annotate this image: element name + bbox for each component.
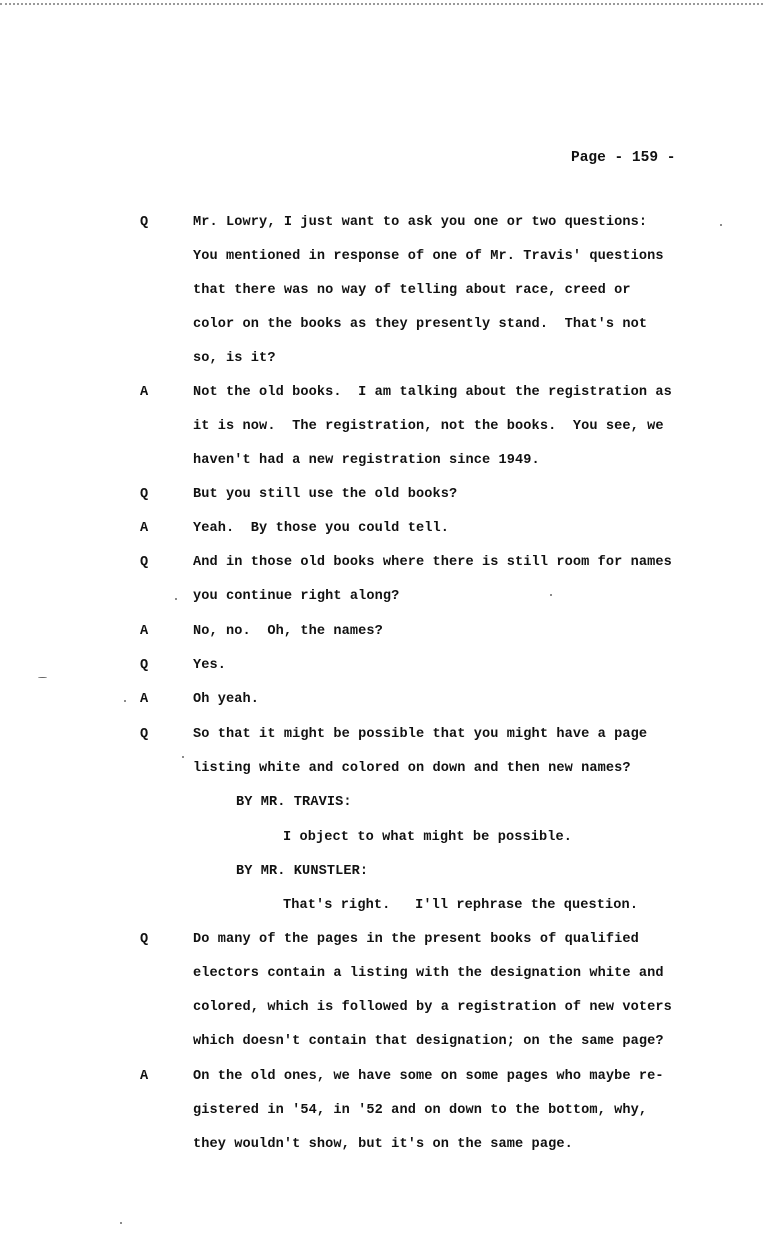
testimony-line: Mr. Lowry, I just want to ask you one or two questions: <box>193 215 648 230</box>
testimony-line: you continue right along? <box>193 589 400 604</box>
testimony-line: No, no. Oh, the names? <box>193 624 383 639</box>
question-marker: Q <box>140 727 149 742</box>
answer-marker: A <box>140 624 149 639</box>
testimony-line: that there was no way of telling about race, creed or <box>193 283 631 298</box>
testimony-line: colored, which is followed by a registration of new voters <box>193 1000 672 1015</box>
testimony-line: color on the books as they presently stand. That's not <box>193 317 648 332</box>
scan-speck <box>175 598 177 600</box>
scan-speck <box>124 700 126 702</box>
testimony-line: So that it might be possible that you might have a page <box>193 727 648 742</box>
testimony-line: so, is it? <box>193 351 276 366</box>
testimony-line: Do many of the pages in the present books of qualified <box>193 932 639 947</box>
speaker-heading: BY MR. KUNSTLER: <box>236 864 369 879</box>
question-marker: Q <box>140 555 149 570</box>
testimony-line: it is now. The registration, not the books. You see, we <box>193 419 664 434</box>
answer-marker: A <box>140 385 149 400</box>
top-edge-dotted-rule <box>0 3 763 5</box>
testimony-line: And in those old books where there is still room for names <box>193 555 672 570</box>
testimony-line: Yes. <box>193 658 227 673</box>
answer-marker: A <box>140 692 149 707</box>
scan-speck <box>550 594 552 596</box>
testimony-line: which doesn't contain that designation; on the same page? <box>193 1034 664 1049</box>
answer-marker: A <box>140 1069 149 1084</box>
scan-speck <box>720 224 722 226</box>
question-marker: Q <box>140 215 149 230</box>
scan-speck <box>120 1222 122 1224</box>
objection-line: I object to what might be possible. <box>283 830 573 845</box>
page-number: Page - 159 - <box>571 150 676 166</box>
scan-speck <box>38 677 47 678</box>
answer-marker: A <box>140 521 149 536</box>
speaker-heading: BY MR. TRAVIS: <box>236 795 352 810</box>
testimony-line: On the old ones, we have some on some pages who maybe re- <box>193 1069 664 1084</box>
testimony-line: Yeah. By those you could tell. <box>193 521 449 536</box>
statement-line: That's right. I'll rephrase the question. <box>283 898 639 913</box>
question-marker: Q <box>140 487 149 502</box>
testimony-line: they wouldn't show, but it's on the same page. <box>193 1137 573 1152</box>
scan-speck <box>182 756 184 758</box>
testimony-line: Not the old books. I am talking about the registration as <box>193 385 672 400</box>
testimony-line: listing white and colored on down and then new names? <box>193 761 631 776</box>
testimony-line: haven't had a new registration since 1949. <box>193 453 540 468</box>
testimony-line: You mentioned in response of one of Mr. Travis' questions <box>193 249 664 264</box>
question-marker: Q <box>140 658 149 673</box>
testimony-line: gistered in '54, in '52 and on down to the bottom, why, <box>193 1103 648 1118</box>
testimony-line: electors contain a listing with the designation white and <box>193 966 664 981</box>
testimony-line: But you still use the old books? <box>193 487 458 502</box>
testimony-line: Oh yeah. <box>193 692 260 707</box>
question-marker: Q <box>140 932 149 947</box>
